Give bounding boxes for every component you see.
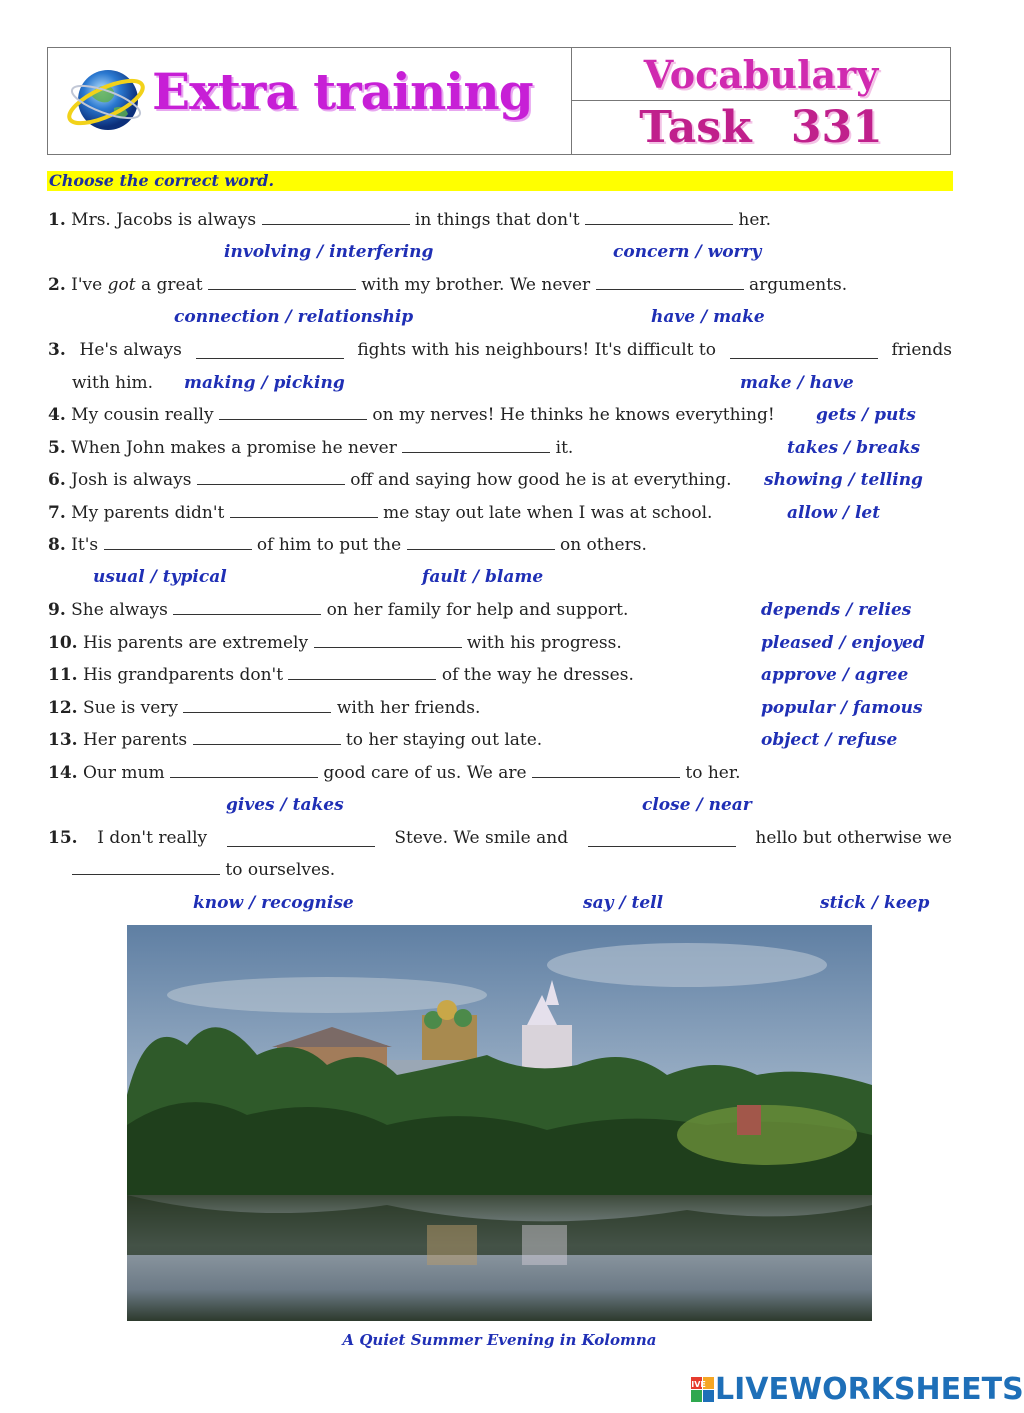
question-1 (48, 210, 771, 230)
word-options[interactable]: fault / blame (422, 567, 544, 587)
question-number: 7. (48, 503, 66, 523)
answer-blank[interactable] (193, 730, 341, 745)
liveworksheets-logo[interactable] (686, 1372, 1024, 1407)
word-options[interactable]: depends / relies (761, 600, 912, 620)
question-text: friends (891, 340, 952, 360)
question-text: to ourselves. (225, 860, 336, 880)
question-text: with his progress. (466, 633, 622, 653)
answer-blank[interactable] (227, 832, 375, 847)
word-options[interactable]: make / have (740, 373, 854, 393)
word-options[interactable]: say / tell (583, 893, 664, 913)
liveworksheets-badge-icon (686, 1377, 715, 1403)
instruction-bar: Choose the correct word. (47, 171, 953, 191)
question-text: to her. (685, 763, 741, 783)
word-options[interactable]: making / picking (184, 373, 345, 393)
question-7 (48, 503, 712, 523)
kolomna-landscape-photo (127, 925, 872, 1321)
globe-logo-icon (64, 60, 150, 136)
question-text: He's always (79, 340, 182, 360)
question-text: Josh is always (71, 470, 192, 490)
brand-title: Extra training (152, 62, 533, 121)
liveworksheets-text: LIVEWORKSHEETS (715, 1372, 1024, 1407)
answer-blank[interactable] (219, 405, 367, 420)
question-number: 11. (48, 665, 78, 685)
badge-text: LIVE (686, 1379, 706, 1389)
word-options[interactable]: gives / takes (226, 795, 344, 815)
word-options[interactable]: concern / worry (613, 242, 762, 262)
word-options[interactable]: close / near (642, 795, 752, 815)
answer-blank[interactable] (585, 210, 733, 225)
question-number: 5. (48, 438, 66, 458)
question-text: Her parents (82, 730, 188, 750)
word-options[interactable]: stick / keep (820, 893, 930, 913)
question-15 (48, 828, 952, 848)
answer-blank[interactable] (402, 438, 550, 453)
word-options[interactable]: showing / telling (764, 470, 923, 490)
question-8 (48, 535, 647, 555)
question-11 (48, 665, 634, 685)
question-text: of the way he dresses. (441, 665, 634, 685)
question-text: His parents are extremely (82, 633, 309, 653)
question-number: 2. (48, 275, 66, 295)
question-number: 14. (48, 763, 78, 783)
question-text: His grandparents don't (82, 665, 284, 685)
question-number: 15. (48, 828, 78, 848)
question-text: her. (738, 210, 772, 230)
answer-blank[interactable] (72, 860, 220, 875)
question-9 (48, 600, 628, 620)
answer-blank[interactable] (407, 535, 555, 550)
answer-blank[interactable] (314, 633, 462, 648)
worksheet-header (47, 47, 951, 155)
question-5 (48, 438, 573, 458)
question-number: 8. (48, 535, 66, 555)
question-number: 12. (48, 698, 78, 718)
word-options[interactable]: takes / breaks (787, 438, 921, 458)
question-text: it. (555, 438, 574, 458)
question-3 (48, 340, 952, 360)
question-number: 1. (48, 210, 66, 230)
word-options[interactable]: gets / puts (816, 405, 916, 425)
question-text: I've (71, 275, 103, 295)
question-text: with her friends. (336, 698, 481, 718)
answer-blank[interactable] (532, 763, 680, 778)
question-number: 10. (48, 633, 78, 653)
question-2 (48, 275, 847, 295)
question-13 (48, 730, 542, 750)
question-text: fights with his neighbours! It's difficult to (357, 340, 716, 360)
question-text: My cousin really (71, 405, 214, 425)
question-text: with my brother. We never (361, 275, 591, 295)
question-number: 4. (48, 405, 66, 425)
answer-blank[interactable] (197, 470, 345, 485)
task-number: Task 331 (639, 102, 883, 153)
question-4 (48, 405, 775, 425)
answer-blank[interactable] (262, 210, 410, 225)
question-text: of him to put the (256, 535, 402, 555)
question-6 (48, 470, 732, 490)
question-text: I don't really (97, 828, 208, 848)
word-options[interactable]: know / recognise (193, 893, 354, 913)
answer-blank[interactable] (104, 535, 252, 550)
question-text: good care of us. We are (323, 763, 527, 783)
answer-blank[interactable] (208, 275, 356, 290)
word-options[interactable]: pleased / enjoyed (761, 633, 925, 653)
word-options[interactable]: usual / typical (93, 567, 227, 587)
question-text: off and saying how good he is at everything. (350, 470, 732, 490)
answer-blank[interactable] (183, 698, 331, 713)
question-text: When John makes a promise he never (71, 438, 397, 458)
question-text: arguments. (749, 275, 848, 295)
question-text: to her staying out late. (345, 730, 543, 750)
word-options[interactable]: allow / let (787, 503, 881, 523)
answer-blank[interactable] (230, 503, 378, 518)
category-title: Vocabulary (643, 51, 879, 97)
word-options[interactable]: have / make (651, 307, 765, 327)
question-text: It's (71, 535, 99, 555)
answer-blank[interactable] (173, 600, 321, 615)
task-panel (572, 48, 950, 154)
answer-blank[interactable] (196, 344, 344, 359)
question-text: Mrs. Jacobs is always (71, 210, 257, 230)
word-options[interactable]: involving / interfering (224, 242, 434, 262)
question-15-continued (72, 860, 335, 880)
photo-caption: A Quiet Summer Evening in Kolomna (342, 1331, 657, 1349)
question-text: She always (71, 600, 168, 620)
answer-blank[interactable] (596, 275, 744, 290)
question-text: Sue is very (82, 698, 179, 718)
question-number: 6. (48, 470, 66, 490)
question-3-continued: with him. (72, 373, 154, 393)
question-number: 13. (48, 730, 78, 750)
question-14 (48, 763, 741, 783)
question-text-emphasis: got (107, 275, 136, 295)
question-text: me stay out late when I was at school. (383, 503, 713, 523)
question-text: in things that don't (414, 210, 580, 230)
question-text: Steve. We smile and (394, 828, 569, 848)
question-text: on her family for help and support. (326, 600, 629, 620)
question-number: 3. (48, 340, 66, 360)
answer-blank[interactable] (170, 763, 318, 778)
brand-panel (48, 48, 572, 154)
answer-blank[interactable] (588, 832, 736, 847)
word-options[interactable]: approve / agree (761, 665, 909, 685)
question-text: on others. (559, 535, 647, 555)
word-options[interactable]: connection / relationship (174, 307, 414, 327)
question-text: My parents didn't (71, 503, 225, 523)
question-text: hello but otherwise we (755, 828, 952, 848)
question-text: on my nerves! He thinks he knows everything! (372, 405, 775, 425)
question-text: a great (140, 275, 203, 295)
question-12 (48, 698, 480, 718)
question-number: 9. (48, 600, 66, 620)
question-10 (48, 633, 622, 653)
word-options[interactable]: object / refuse (761, 730, 898, 750)
word-options[interactable]: popular / famous (761, 698, 923, 718)
answer-blank[interactable] (288, 665, 436, 680)
answer-blank[interactable] (730, 344, 878, 359)
question-text: Our mum (82, 763, 165, 783)
